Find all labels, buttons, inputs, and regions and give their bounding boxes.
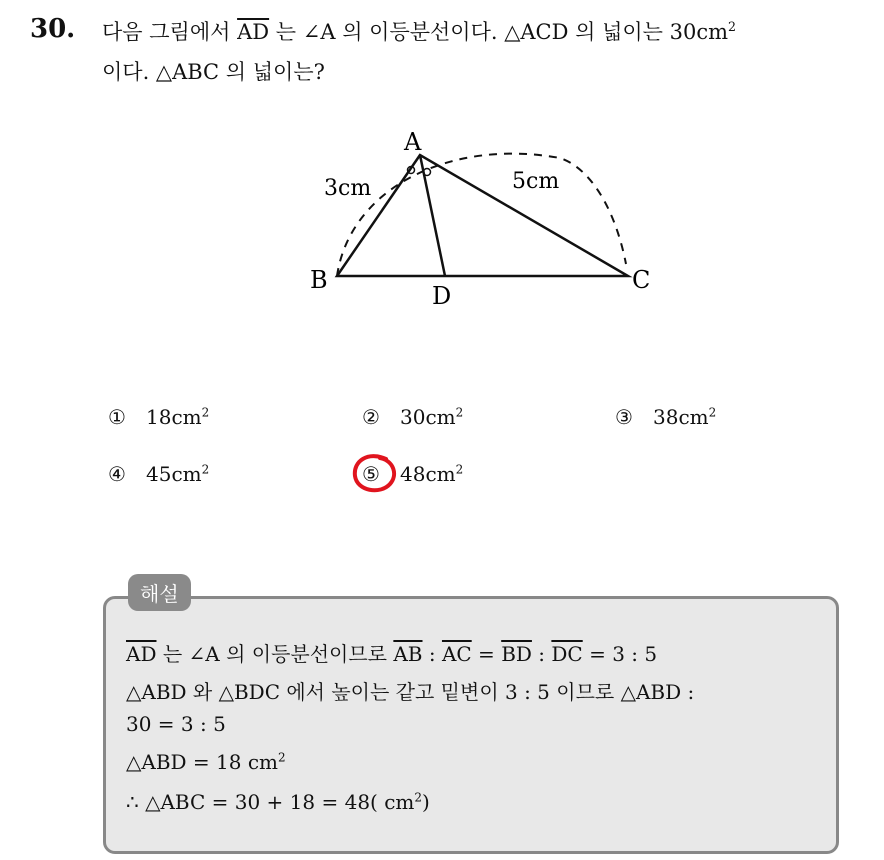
solution-line-1 [126, 638, 657, 667]
label-b: B [310, 266, 328, 294]
segment: $\overline{DC}$ [551, 642, 583, 666]
solution-text: 는 ∠A 의 이등분선이므로 [156, 642, 394, 666]
choice-3[interactable] [615, 405, 716, 429]
solution-line-3: 30 = 3 : 5 [126, 712, 226, 736]
choice-mark: ② [362, 405, 380, 429]
choice-mark: ① [108, 405, 126, 429]
superscript: 2 [455, 462, 464, 477]
choice-mark: ③ [615, 405, 633, 429]
solution-line-2: △ABD 와 △BDC 에서 높이는 같고 밑변이 3 : 5 이므로 △ABD : [126, 680, 695, 704]
segment: $\overline{BD}$ [501, 642, 532, 666]
superscript: 2 [278, 750, 286, 765]
question-line-2: 이다. △ABC 의 넓이는? [102, 60, 325, 84]
solution-text: = [471, 642, 502, 666]
solution-text: ) [422, 790, 430, 814]
segment-ad: $\overline{AD}$ [237, 20, 270, 44]
superscript: 2 [708, 405, 717, 420]
question-number: 30. [30, 14, 76, 44]
choice-value: 45cm [146, 462, 202, 486]
choice-2[interactable] [362, 405, 463, 429]
choice-value: 30cm [400, 405, 456, 429]
segment: $\overline{AC}$ [441, 642, 472, 666]
label-a: A [404, 128, 422, 156]
label-side-ac: 5cm [512, 169, 560, 194]
segment: $\overline{AD}$ [126, 642, 157, 666]
solution-line-5 [126, 790, 430, 814]
choice-value: 18cm [146, 405, 202, 429]
superscript: 2 [201, 405, 210, 420]
choice-value: 38cm [653, 405, 709, 429]
superscript: 2 [201, 462, 210, 477]
choice-1[interactable] [108, 405, 209, 429]
superscript: 2 [455, 405, 464, 420]
solution-text: : [531, 642, 552, 666]
triangle-abc [337, 155, 628, 276]
choice-mark: ④ [108, 462, 126, 486]
choice-value: 48cm [400, 462, 456, 486]
choice-4[interactable] [108, 462, 209, 486]
solution-text: ∴ △ABC = 30 + 18 = 48( cm [126, 790, 415, 814]
label-c: C [632, 266, 651, 294]
question-text: 는 ∠A 의 이등분선이다. △ACD 의 넓이는 30cm [275, 20, 729, 44]
solution-text: : [422, 642, 442, 666]
solution-text: △ABD = 18 cm [126, 750, 279, 774]
solution-tag: 해설 [128, 574, 191, 611]
solution-text: = 3 : 5 [582, 642, 658, 666]
question-line-1 [102, 16, 736, 46]
triangle-figure [300, 118, 700, 318]
solution-line-4 [126, 750, 286, 774]
superscript: 2 [728, 19, 737, 34]
label-d: D [432, 282, 452, 310]
superscript: 2 [414, 790, 423, 805]
choice-mark: ⑤ [362, 462, 380, 486]
label-side-ab: 3cm [324, 176, 372, 201]
answer-circle-icon [350, 451, 400, 497]
question-text: 다음 그림에서 [102, 20, 231, 44]
segment: $\overline{AB}$ [393, 642, 423, 666]
